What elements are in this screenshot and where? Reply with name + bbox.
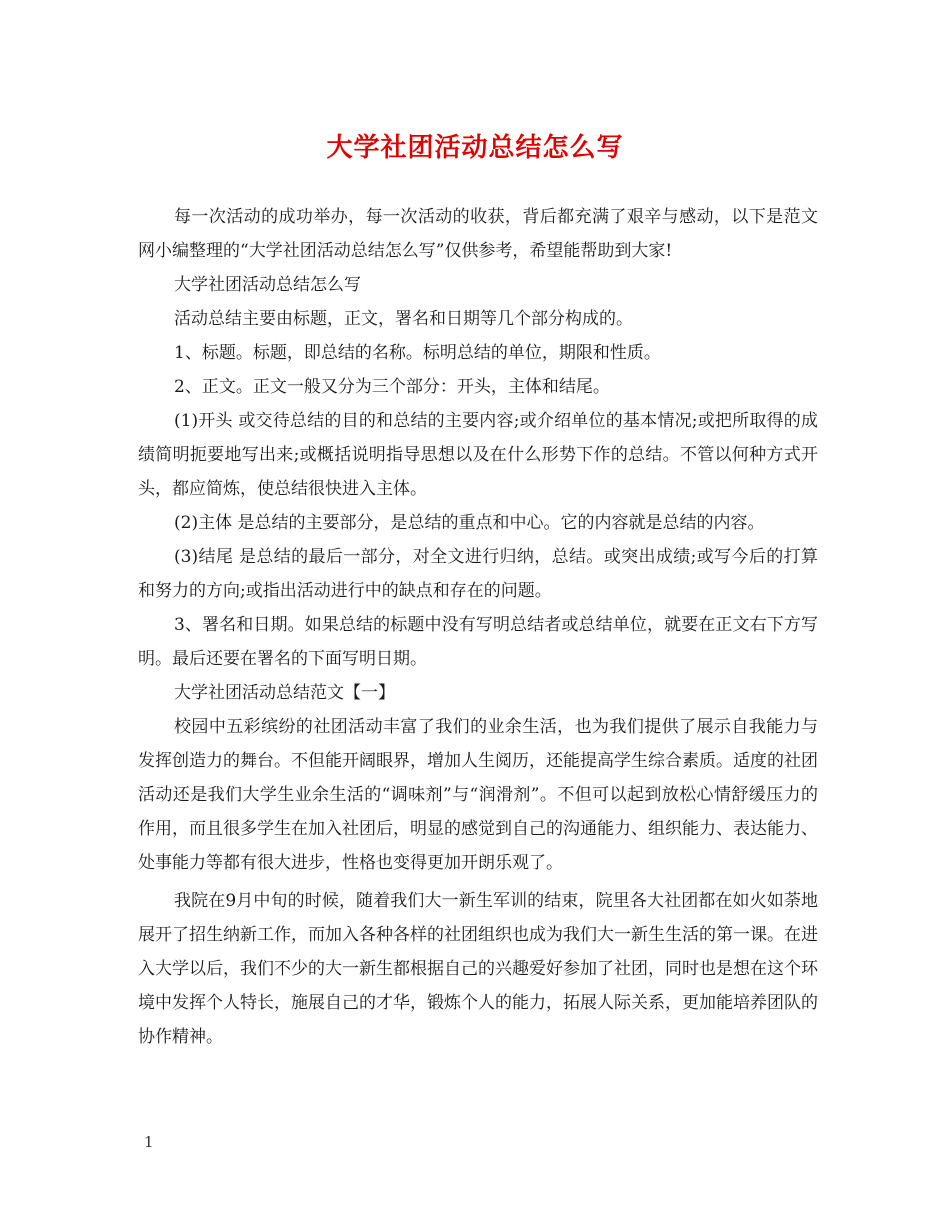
paragraph-ending: (3)结尾 是总结的最后一部分，对全文进行归纳，总结。或突出成绩;或写今后的打算和努力的方向;或指出活动进行中的缺点和存在的问题。	[138, 547, 818, 601]
paragraph-example-heading: 大学社团活动总结范文【一】	[174, 683, 395, 703]
paragraph-structure: 活动总结主要由标题，正文，署名和日期等几个部分构成的。	[174, 309, 633, 329]
paragraph-subtitle: 大学社团活动总结怎么写	[174, 275, 361, 295]
document-title: 大学社团活动总结怎么写	[326, 133, 624, 163]
page-number: 1	[144, 1133, 154, 1151]
paragraph-example-1: 校园中五彩缤纷的社团活动丰富了我们的业余生活，也为我们提供了展示自我能力与发挥创造力的舞台。不但能开阔眼界，增加人生阅历，还能提高学生综合素质。适度的社团活动还是我们大学生业余生活的“调味剂”与“润滑剂”。不但可以起到放松心情舒缓压力的作用，而且很多学生在加入社团后，明显的感觉到自己的沟通能力、组织能力、表达能力、处事能力等都有很大进步，性格也变得更加开朗乐观了。	[138, 717, 818, 873]
paragraph-body-section: 2、正文。正文一般又分为三个部分：开头，主体和结尾。	[174, 377, 610, 397]
paragraph-opening: (1)开头 或交待总结的目的和总结的主要内容;或介绍单位的基本情况;或把所取得的成绩简明扼要地写出来;或概括说明指导思想以及在什么形势下作的总结。不管以何种方式开头，都应简炼，使总结很快进入主体。	[138, 411, 818, 499]
paragraph-example-2: 我院在9月中旬的时候，随着我们大一新生军训的结束，院里各大社团都在如火如荼地展开了招生纳新工作，而加入各种各样的社团组织也成为我们大一新生生活的第一课。在进入大学以后，我们不少的大一新生都根据自己的兴趣爱好参加了社团，同时也是想在这个环境中发挥个人特长，施展自己的才华，锻炼个人的能力，拓展人际关系，更加能培养团队的协作精神。	[138, 891, 818, 1047]
document-body	[138, 200, 818, 1054]
paragraph-main: (2)主体 是总结的主要部分，是总结的重点和中心。它的内容就是总结的内容。	[174, 513, 765, 533]
paragraph-title-section: 1、标题。标题，即总结的名称。标明总结的单位，期限和性质。	[174, 343, 661, 363]
paragraph-signature: 3、署名和日期。如果总结的标题中没有写明总结者或总结单位，就要在正文右下方写明。最后还要在署名的下面写明日期。	[138, 615, 818, 669]
paragraph-intro: 每一次活动的成功举办，每一次活动的收获，背后都充满了艰辛与感动，以下是范文网小编整理的“大学社团活动总结怎么写”仅供参考，希望能帮助到大家!	[138, 207, 818, 261]
